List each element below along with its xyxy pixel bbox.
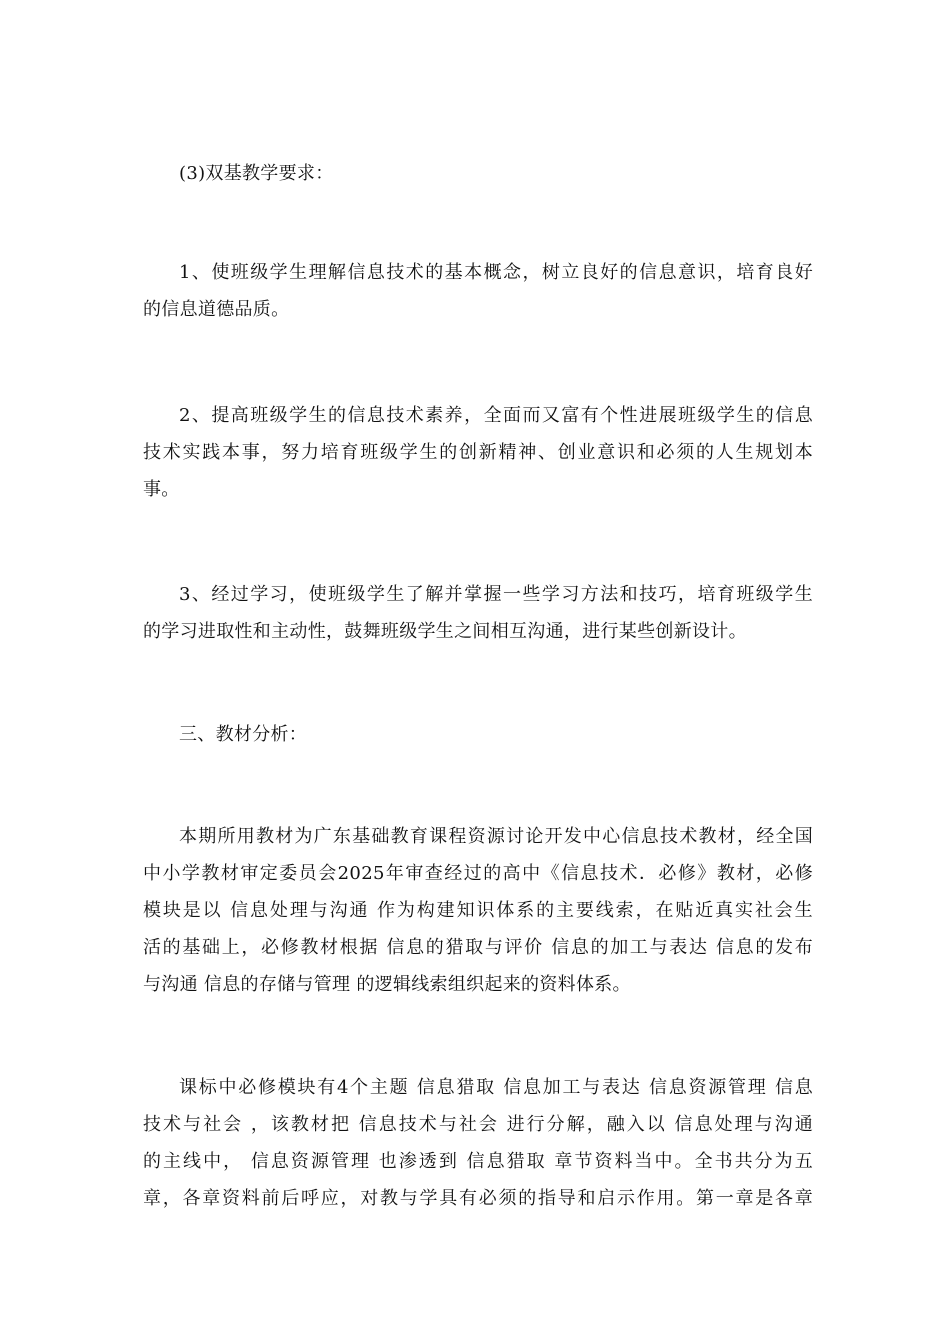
requirement-3-paragraph <box>143 576 813 650</box>
paragraph-line: 的学习进取性和主动性，鼓舞班级学生之间相互沟通，进行某些创新设计。 <box>143 621 747 642</box>
paragraph-line: 与沟通 信息的存储与管理 的逻辑线索组织起来的资料体系。 <box>143 974 631 995</box>
heading-text: (3)双基教学要求： <box>179 163 334 184</box>
heading-text: 三、教材分析： <box>179 724 308 745</box>
paragraph-line: 3、经过学习，使班级学生了解并掌握一些学习方法和技巧，培育班级学生 <box>179 584 813 605</box>
textbook-analysis-paragraph-1 <box>143 818 813 1003</box>
paragraph-line: 本期所用教材为广东基础教育课程资源讨论开发中心信息技术教材，经全国 <box>179 826 813 847</box>
requirement-1-paragraph <box>143 254 813 328</box>
paragraph-line: 章，各章资料前后呼应，对教与学具有必须的指导和启示作用。第一章是各章 <box>143 1188 813 1209</box>
requirement-2-paragraph <box>143 397 813 508</box>
paragraph-line: 技术与社会 ，该教材把 信息技术与社会 进行分解，融入以 信息处理与沟通 <box>143 1114 813 1135</box>
textbook-analysis-paragraph-2 <box>143 1069 813 1217</box>
dual-basics-heading <box>143 155 813 192</box>
paragraph-line: 课标中必修模块有4个主题 信息猎取 信息加工与表达 信息资源管理 信息 <box>179 1077 813 1098</box>
paragraph-line: 模块是以 信息处理与沟通 作为构建知识体系的主要线索，在贴近真实社会生 <box>143 900 813 921</box>
paragraph-line: 中小学教材审定委员会2025年审查经过的高中《信息技术．必修》教材，必修 <box>143 863 813 884</box>
paragraph-line: 技术实践本事，努力培育班级学生的创新精神、创业意识和必须的人生规划本 <box>143 442 813 463</box>
section-3-heading <box>143 716 813 753</box>
paragraph-line: 1、使班级学生理解信息技术的基本概念，树立良好的信息意识，培育良好 <box>179 262 813 283</box>
paragraph-line: 的主线中， 信息资源管理 也渗透到 信息猎取 章节资料当中。全书共分为五 <box>143 1151 813 1172</box>
paragraph-line: 活的基础上，必修教材根据 信息的猎取与评价 信息的加工与表达 信息的发布 <box>143 937 813 958</box>
paragraph-line: 2、提高班级学生的信息技术素养，全面而又富有个性进展班级学生的信息 <box>179 405 813 426</box>
paragraph-line: 事。 <box>143 479 180 500</box>
paragraph-line: 的信息道德品质。 <box>143 299 290 320</box>
